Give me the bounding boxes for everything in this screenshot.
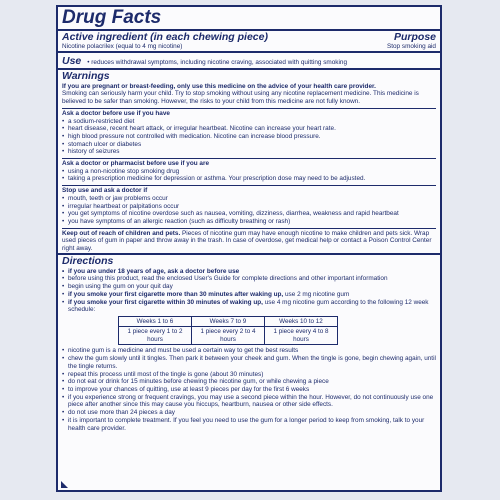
list-item: • using a non-nicotine stop smoking drug xyxy=(62,168,436,176)
directions-section xyxy=(58,253,440,432)
drug-facts-label xyxy=(56,5,442,492)
list-item: • high blood pressure not controlled with medication. Nicotine can increase blood pressure. xyxy=(62,133,436,141)
list-item: • nicotine gum is a medicine and must be used a certain way to get the best results xyxy=(62,347,436,355)
active-ingredient-heading: Active ingredient (in each chewing piece) xyxy=(62,31,268,43)
direction-item: • if you smoke your first cigarette more than 30 minutes after waking up, use 2 mg nicotine gum xyxy=(62,291,436,299)
keep-out-of-reach: Keep out of reach of children and pets. Pieces of nicotine gum may have enough nicotine to make children and pets sick. Wrap used pieces of gum in paper and throw away in the trash. In case of overdose, get medical help or contact a Poison Control Center right away. xyxy=(62,229,432,253)
stop-use-heading: Stop use and ask a doctor if xyxy=(62,187,148,195)
ask-doctor-list xyxy=(62,118,436,157)
table-cell: 1 piece every 2 to 4 hours xyxy=(192,327,265,345)
list-item: • if you experience strong or frequent cravings, you may use a second piece within the hour. However, do not continuously use one piece after another since this may cause you hiccups, heartburn, nausea or other side effects. xyxy=(62,394,436,409)
pregnant-warning: If you are pregnant or breast-feeding, only use this medicine on the advice of your health care provider. xyxy=(62,82,376,90)
ingredient-text: Nicotine polacrilex (equal to 4 mg nicotine) xyxy=(62,43,183,50)
list-item: • history of seizures xyxy=(62,148,436,156)
stop-use-list xyxy=(62,195,436,226)
list-item: • do not use more than 24 pieces a day xyxy=(62,409,436,417)
warnings-section xyxy=(58,68,440,253)
drug-facts-title: Drug Facts xyxy=(62,7,162,28)
active-ingredient-section xyxy=(58,29,440,51)
list-item: • mouth, teeth or jaw problems occur xyxy=(62,195,436,203)
table-header: Weeks 1 to 6 xyxy=(119,316,192,327)
corner-arrow-icon xyxy=(61,481,68,488)
pregnant-text: Smoking can seriously harm your child. Try to stop smoking without using any nicotine replacement medicine. This medicine is believed to be safer than smoking. However, the risks to your child from this medicine are not fully known. xyxy=(62,90,419,106)
direction-item: • begin using the gum on your quit day xyxy=(62,283,436,291)
table-header: Weeks 10 to 12 xyxy=(265,316,338,327)
direction-item: • if you smoke your first cigarette within 30 minutes of waking up, use 4 mg nicotine gum according to the following 12 week schedule: xyxy=(62,299,436,314)
warnings-heading: Warnings xyxy=(62,69,110,82)
list-item: • stomach ulcer or diabetes xyxy=(62,141,436,149)
list-item: • you have symptoms of an allergic reaction (such as difficulty breathing or rash) xyxy=(62,218,436,226)
purpose-text: Stop smoking aid xyxy=(386,43,436,50)
list-item: • a sodium-restricted diet xyxy=(62,118,436,126)
list-item: • heart disease, recent heart attack, or irregular heartbeat. Nicotine can increase your heart rate. xyxy=(62,125,436,133)
table-header: Weeks 7 to 9 xyxy=(192,316,265,327)
list-item: • you get symptoms of nicotine overdose such as nausea, vomiting, dizziness, diarrhea, weakness and rapid heartbeat xyxy=(62,210,436,218)
purpose-heading: Purpose xyxy=(393,31,436,43)
table-cell: 1 piece every 1 to 2 hours xyxy=(119,327,192,345)
list-item: • do not eat or drink for 15 minutes before chewing the nicotine gum, or while chewing a piece xyxy=(62,378,436,386)
use-text: • reduces withdrawal symptoms, including nicotine craving, associated with quitting smoking xyxy=(87,58,348,66)
dosage-schedule-table xyxy=(118,316,338,346)
list-item: • it is important to complete treatment. If you feel you need to use the gum for a longer period to keep from smoking, talk to your health care provider. xyxy=(62,417,436,432)
direction-item: • if you are under 18 years of age, ask a doctor before use xyxy=(62,268,436,276)
list-item: • irregular heartbeat or palpitations occur xyxy=(62,203,436,211)
directions-list xyxy=(62,347,436,432)
list-item: • repeat this process until most of the tingle is gone (about 30 minutes) xyxy=(62,371,436,379)
list-item: • taking a prescription medicine for depression or asthma. Your prescription dose may need to be adjusted. xyxy=(62,175,436,183)
ask-doctor-heading: Ask a doctor before use if you have xyxy=(62,109,170,117)
use-heading: Use xyxy=(62,54,82,67)
list-item: • chew the gum slowly until it tingles. Then park it between your cheek and gum. When the tingle is gone, begin chewing again, until the tingle returns. xyxy=(62,355,436,370)
directions-heading: Directions xyxy=(62,254,114,267)
table-cell: 1 piece every 4 to 8 hours xyxy=(265,327,338,345)
ask-pharmacist-list xyxy=(62,168,436,183)
list-item: • to improve your chances of quitting, use at least 9 pieces per day for the first 6 weeks xyxy=(62,386,436,394)
use-section xyxy=(58,51,440,68)
ask-pharmacist-heading: Ask a doctor or pharmacist before use if you are xyxy=(62,160,210,168)
direction-item: • before using this product, read the enclosed User's Guide for complete directions and other important information xyxy=(62,275,436,283)
